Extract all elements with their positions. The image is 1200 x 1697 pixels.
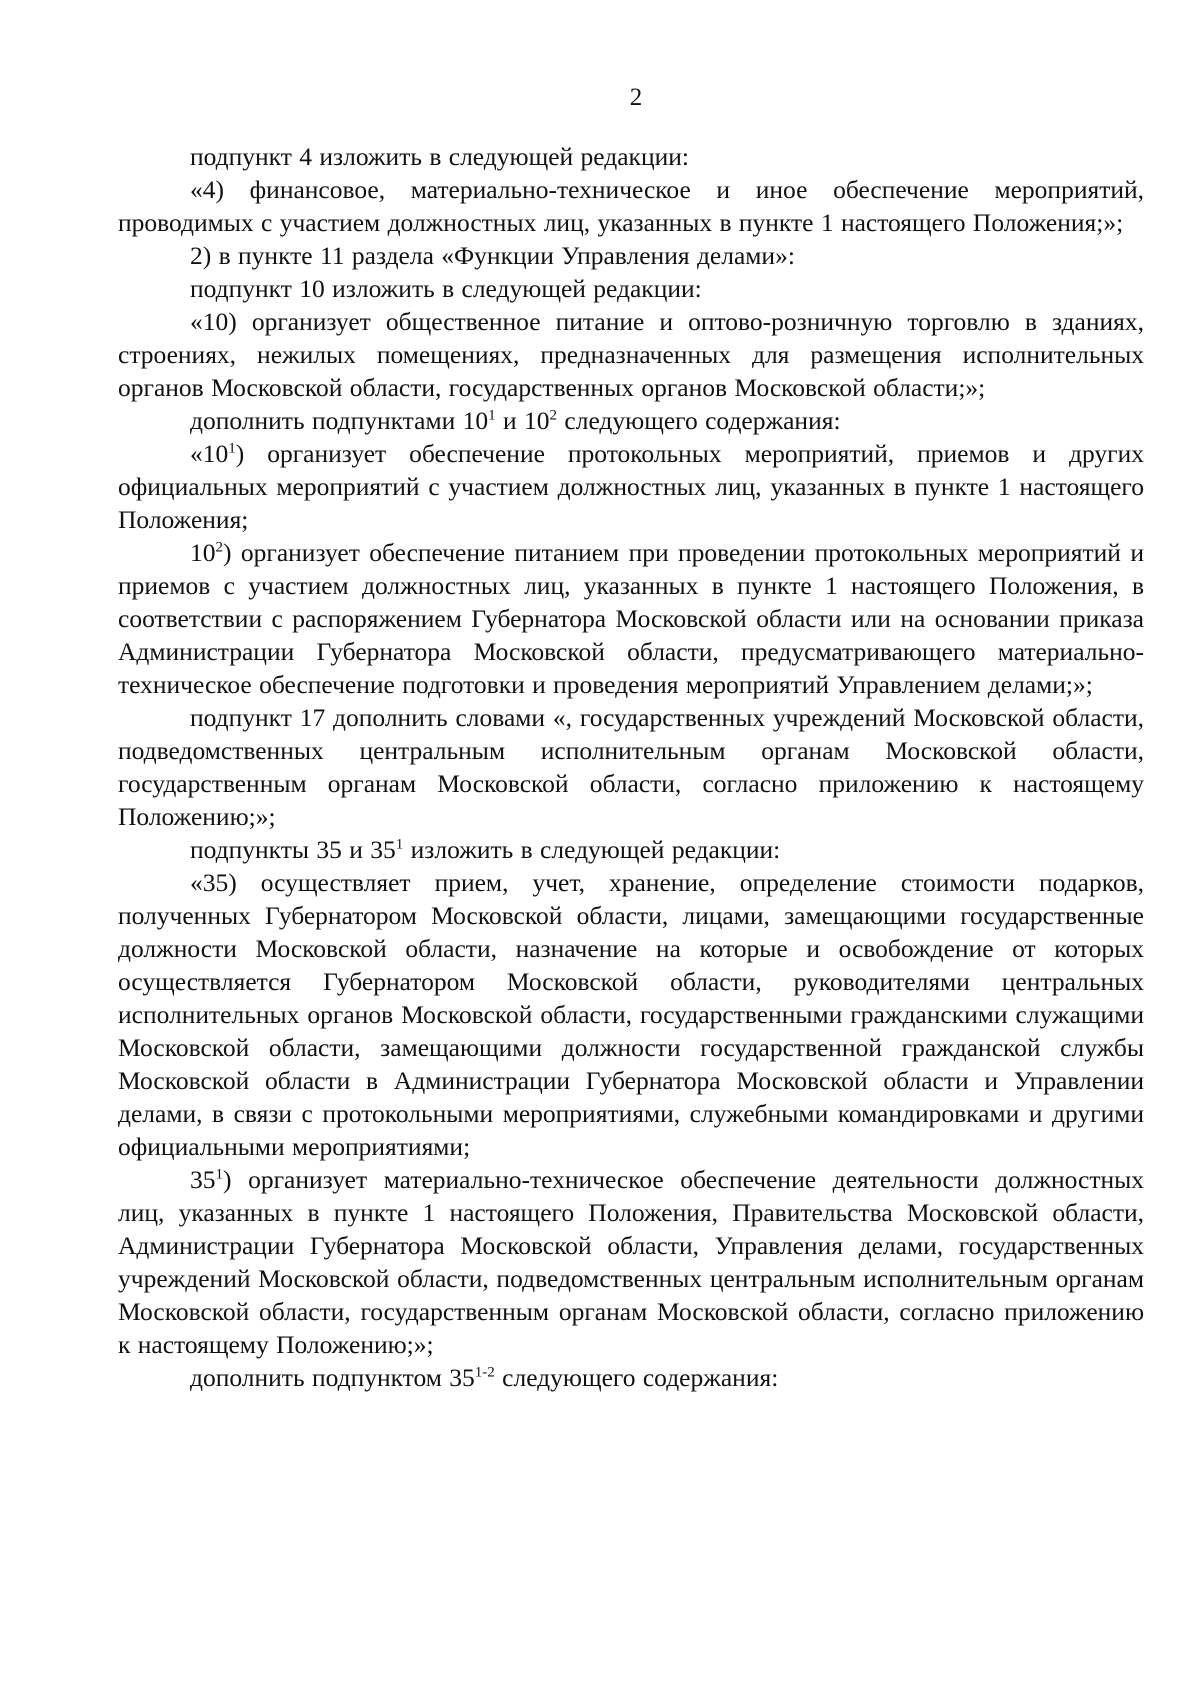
paragraph-text: ) организует материально-техническое обеспечение деятельности должностных лиц, указанных в пункте 1 настоящего Положения, Правительства Московской области, Администрации Губернатора Московской области, Управления делами, государственных учреждений Московской области, подведомственных центральным исполнительным органам Московской области, государственным органам Московской области, согласно приложению к настоящему Положению;»; — [118, 1165, 1144, 1359]
paragraph-p12 — [118, 1163, 1144, 1361]
paragraph-text: 35 — [190, 1165, 216, 1194]
paragraph-text: подпункты 35 и 35 — [190, 835, 396, 864]
paragraph-p8 — [118, 536, 1144, 701]
superscript-index: 1-2 — [474, 1364, 495, 1381]
paragraph-text: и 10 — [495, 406, 550, 435]
paragraph-text: «10 — [190, 439, 229, 468]
paragraph-text: следующего содержания: — [557, 406, 841, 435]
superscript-index: 2 — [215, 539, 223, 556]
paragraph-p5 — [118, 305, 1144, 404]
paragraph-text: дополнить подпунктом 35 — [190, 1363, 475, 1392]
paragraph-text: подпункт 10 изложить в следующей редакции: — [190, 274, 702, 303]
paragraph-text: ) организует обеспечение протокольных мероприятий, приемов и других официальных мероприятий с участием должностных лиц, указанных в пункте 1 настоящего Положения; — [118, 439, 1144, 534]
paragraph-p10 — [118, 833, 1144, 866]
paragraph-p13 — [118, 1361, 1144, 1394]
document-body — [118, 140, 1144, 1394]
paragraph-p7 — [118, 437, 1144, 536]
paragraph-text: ) организует обеспечение питанием при проведении протокольных мероприятий и приемов с участием должностных лиц, указанных в пункте 1 настоящего Положения, в соответствии с распоряжением Губернатора Московской области или на основании приказа Администрации Губернатора Московской области, предусматривающего материально-техническое обеспечение подготовки и проведения мероприятий Управлением делами;»; — [118, 538, 1144, 699]
paragraph-text: 2) в пункте 11 раздела «Функции Управления делами»: — [190, 241, 795, 270]
paragraph-text: 10 — [190, 538, 216, 567]
paragraph-text: «35) осуществляет прием, учет, хранение, определение стоимости подарков, полученных Губернатором Московской области, лицами, замещающими государственные должности Московской области, назначение на которые и освобождение от которых осуществляется Губернатором Московской области, руководителями центральных исполнительных органов Московской области, государственными гражданскими служащими Московской области, замещающими должности государственной гражданской службы Московской области в Администрации Губернатора Московской области и Управлении делами, в связи с протокольными мероприятиями, служебными командировками и другими официальными мероприятиями; — [118, 868, 1144, 1161]
paragraph-p11 — [118, 866, 1144, 1163]
paragraph-p1 — [118, 140, 1144, 173]
paragraph-p2 — [118, 173, 1144, 239]
paragraph-p9 — [118, 701, 1144, 833]
paragraph-text: «4) финансовое, материально-техническое и иное обеспечение мероприятий, проводимых с участием должностных лиц, указанных в пункте 1 настоящего Положения;»; — [118, 175, 1144, 237]
paragraph-p6 — [118, 404, 1144, 437]
page-number: 2 — [629, 84, 643, 111]
paragraph-p3 — [118, 239, 1144, 272]
superscript-index: 1 — [228, 440, 236, 457]
paragraph-p4 — [118, 272, 1144, 305]
paragraph-text: подпункт 17 дополнить словами «, государственных учреждений Московской области, подведомственных центральным исполнительным органам Московской области, государственным органам Московской области, согласно приложению к настоящему Положению;»; — [118, 703, 1144, 831]
superscript-index: 1 — [395, 836, 404, 853]
superscript-index: 1 — [215, 1166, 223, 1183]
paragraph-text: «10) организует общественное питание и оптово-розничную торговлю в зданиях, строениях, нежилых помещениях, предназначенных для размещения исполнительных органов Московской области, государственных органов Московской области;»; — [118, 307, 1144, 402]
paragraph-text: дополнить подпунктами 10 — [190, 406, 489, 435]
superscript-index: 1 — [488, 407, 496, 424]
paragraph-text: изложить в следующей редакции: — [403, 835, 781, 864]
superscript-index: 2 — [549, 407, 558, 424]
paragraph-text: подпункт 4 изложить в следующей редакции: — [190, 142, 689, 171]
paragraph-text: следующего содержания: — [494, 1363, 779, 1392]
